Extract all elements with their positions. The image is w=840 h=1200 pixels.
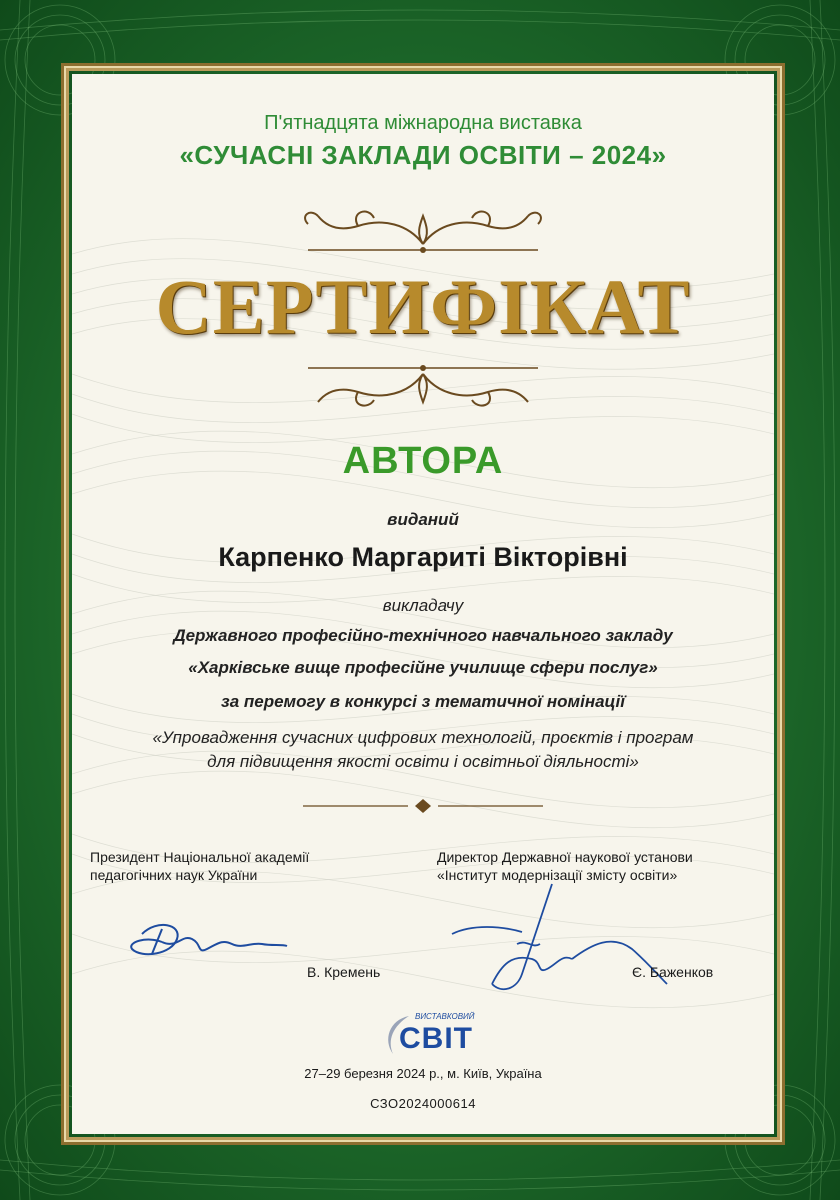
certificate-paper xyxy=(72,74,774,1134)
recipient-name: Карпенко Маргариті Вікторівні xyxy=(218,542,628,572)
certificate-code: СЗО2024000614 xyxy=(370,1096,476,1111)
recipient-position: викладачу xyxy=(382,596,464,615)
certificate-subtitle: АВТОРА xyxy=(342,440,504,482)
right-signature xyxy=(432,874,672,1004)
logo-main-text: СВІТ xyxy=(399,1022,473,1055)
nomination-line-1: «Упровадження сучасних цифрових технологій, проєктів і програм xyxy=(152,728,694,747)
issued-label: виданий xyxy=(387,510,459,529)
left-title-line-1: Президент Національної академії xyxy=(90,849,310,865)
event-info: 27–29 березня 2024 р., м. Київ, Україна xyxy=(304,1066,542,1081)
left-signatory-name: В. Кремень xyxy=(307,964,381,980)
bottom-ornament-flourish xyxy=(298,364,548,412)
nomination-line-2: для підвищення якості освіти і освітньої діяльності» xyxy=(207,752,639,771)
exhibition-line: П'ятнадцята міжнародна виставка xyxy=(264,112,582,134)
award-line: за перемогу в конкурсі з тематичної номінації xyxy=(221,692,625,711)
left-signatory-title xyxy=(90,848,309,884)
divider-ornament xyxy=(303,798,543,814)
exhibition-world-logo xyxy=(379,1010,475,1062)
left-signature xyxy=(122,914,292,974)
right-title-line-1: Директор Державної наукової установи xyxy=(437,849,693,865)
certificate-title: СЕРТИФІКАТ xyxy=(155,263,691,350)
institution-line-1: Державного професійно-технічного навчального закладу xyxy=(173,626,673,645)
institution-line-2: «Харківське вище професійне училище сфери послуг» xyxy=(188,658,658,677)
logo-small-text: ВИСТАВКОВИЙ xyxy=(415,1012,475,1021)
right-title-line-2: «Інститут модернізації змісту освіти» xyxy=(437,867,678,883)
top-ornament-flourish xyxy=(298,204,548,256)
right-signatory-name: Є. Баженков xyxy=(632,964,714,980)
exhibition-name: «СУЧАСНІ ЗАКЛАДИ ОСВІТИ – 2024» xyxy=(179,140,667,170)
left-title-line-2: педагогічних наук України xyxy=(90,867,258,883)
